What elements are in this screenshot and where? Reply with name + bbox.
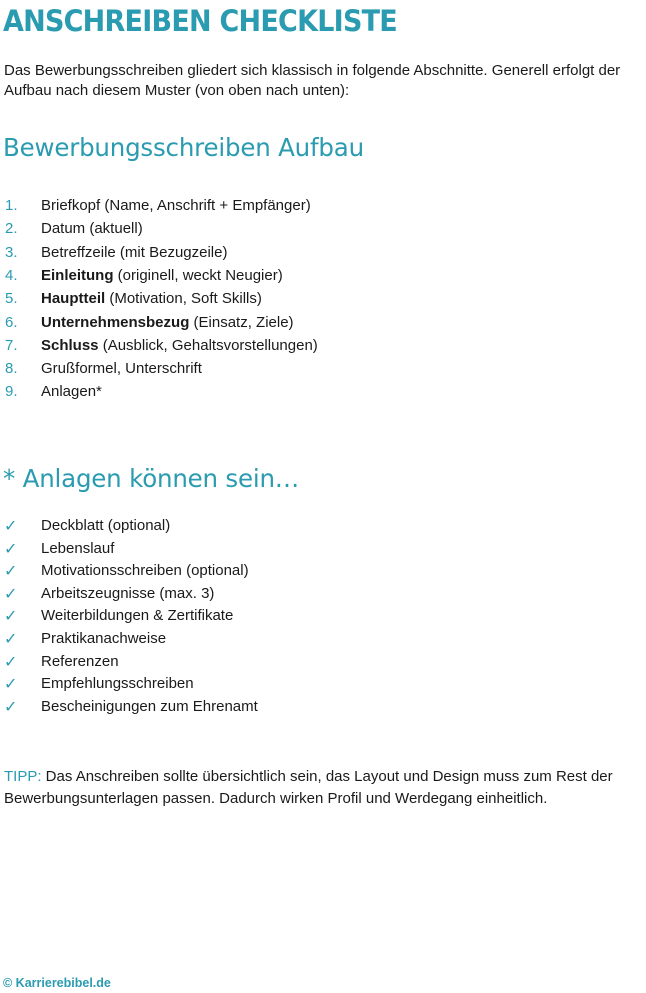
checkmark-icon: ✓ bbox=[4, 606, 18, 626]
step-bold: Unternehmensbezug bbox=[41, 313, 190, 331]
attachment-label: Weiterbildungen & Zertifikate bbox=[41, 607, 234, 625]
step-number: 2. bbox=[5, 220, 18, 238]
attachment-label: Praktikanachweise bbox=[41, 630, 167, 647]
checkmark-icon: ✓ bbox=[4, 696, 18, 716]
step-text bbox=[41, 381, 102, 403]
step-number: 6. bbox=[5, 313, 18, 331]
list-item bbox=[0, 381, 640, 403]
step-bold: Einleitung bbox=[41, 266, 114, 284]
list-item bbox=[0, 538, 640, 560]
step-number: 3. bbox=[5, 243, 18, 261]
step-number: 9. bbox=[5, 383, 18, 401]
tip-text: Das Anschreiben sollte übersichtlich sein, das Layout und Design muss zum Rest der Bewerbungsunterlagen passen. Dadurch wirken Profil und Werdegang einheitlich. bbox=[4, 768, 613, 807]
list-item bbox=[0, 560, 640, 582]
list-item bbox=[0, 515, 640, 537]
step-bold: Hauptteil bbox=[41, 290, 106, 308]
list-item bbox=[0, 696, 640, 718]
checkmark-icon: ✓ bbox=[4, 629, 18, 648]
checkmark-icon: ✓ bbox=[4, 651, 18, 671]
list-item bbox=[0, 195, 640, 217]
attachment-label: Referenzen bbox=[41, 652, 119, 670]
step-text bbox=[41, 265, 283, 287]
checkmark-icon: ✓ bbox=[4, 583, 18, 603]
step-label: (Ausblick, Gehaltsvorstellungen) bbox=[98, 336, 318, 354]
list-item bbox=[0, 628, 640, 650]
step-bold: Schluss bbox=[41, 336, 99, 354]
attachment-label: Arbeitszeugnisse (max. 3) bbox=[41, 584, 215, 602]
step-label: (originell, weckt Neugier) bbox=[113, 266, 283, 284]
step-text bbox=[41, 335, 318, 357]
step-label: Betreffzeile (mit Bezugzeile) bbox=[41, 243, 228, 261]
step-label: (Motivation, Soft Skills) bbox=[105, 290, 262, 308]
list-item bbox=[0, 312, 640, 334]
list-item bbox=[0, 265, 640, 287]
list-item bbox=[0, 605, 640, 627]
list-item bbox=[0, 288, 640, 310]
intro-paragraph: Das Bewerbungsschreiben gliedert sich klassisch in folgende Abschnitte. Generell erfolgt der Aufbau nach diesem Muster (von oben nach unten): bbox=[4, 62, 621, 99]
step-label: Anlagen* bbox=[41, 383, 102, 401]
attachment-label: Motivationsschreiben (optional) bbox=[41, 562, 249, 580]
footer-copyright: © Karrierebibel.de bbox=[3, 976, 111, 990]
tip-paragraph bbox=[4, 766, 644, 810]
list-item bbox=[0, 651, 640, 673]
step-text bbox=[41, 195, 311, 217]
step-label: Grußformel, Unterschrift bbox=[41, 360, 202, 378]
step-number: 5. bbox=[5, 290, 18, 308]
list-item bbox=[0, 673, 640, 695]
list-item bbox=[0, 358, 640, 380]
attachment-label: Deckblatt (optional) bbox=[41, 517, 171, 534]
step-text bbox=[41, 288, 262, 310]
checkmark-icon: ✓ bbox=[4, 674, 18, 694]
page-title: ANSCHREIBEN CHECKLISTE bbox=[3, 4, 397, 38]
step-text bbox=[41, 218, 143, 240]
attachment-label: Lebenslauf bbox=[41, 539, 115, 557]
step-number: 7. bbox=[5, 336, 18, 354]
step-number: 4. bbox=[5, 266, 18, 284]
checkmark-icon: ✓ bbox=[4, 516, 18, 535]
step-number: 1. bbox=[5, 197, 18, 214]
step-text bbox=[41, 312, 294, 334]
step-number: 8. bbox=[5, 360, 18, 378]
step-text bbox=[41, 242, 227, 264]
step-text bbox=[41, 358, 202, 380]
attachment-label: Bescheinigungen zum Ehrenamt bbox=[41, 697, 258, 715]
step-label: (Einsatz, Ziele) bbox=[189, 313, 294, 331]
list-item bbox=[0, 583, 640, 605]
tip-label: TIPP: bbox=[4, 768, 42, 785]
attachment-label: Empfehlungsschreiben bbox=[41, 675, 194, 693]
step-label: Datum (aktuell) bbox=[41, 220, 143, 238]
list-item bbox=[0, 218, 640, 240]
checkmark-icon: ✓ bbox=[4, 561, 18, 581]
list-item bbox=[0, 242, 640, 264]
checkmark-icon: ✓ bbox=[4, 538, 18, 558]
section-heading-aufbau: Bewerbungsschreiben Aufbau bbox=[3, 133, 364, 162]
list-item bbox=[0, 335, 640, 357]
section-heading-anlagen: * Anlagen können sein… bbox=[3, 464, 300, 493]
step-label: Briefkopf (Name, Anschrift + Empfänger) bbox=[41, 197, 311, 214]
